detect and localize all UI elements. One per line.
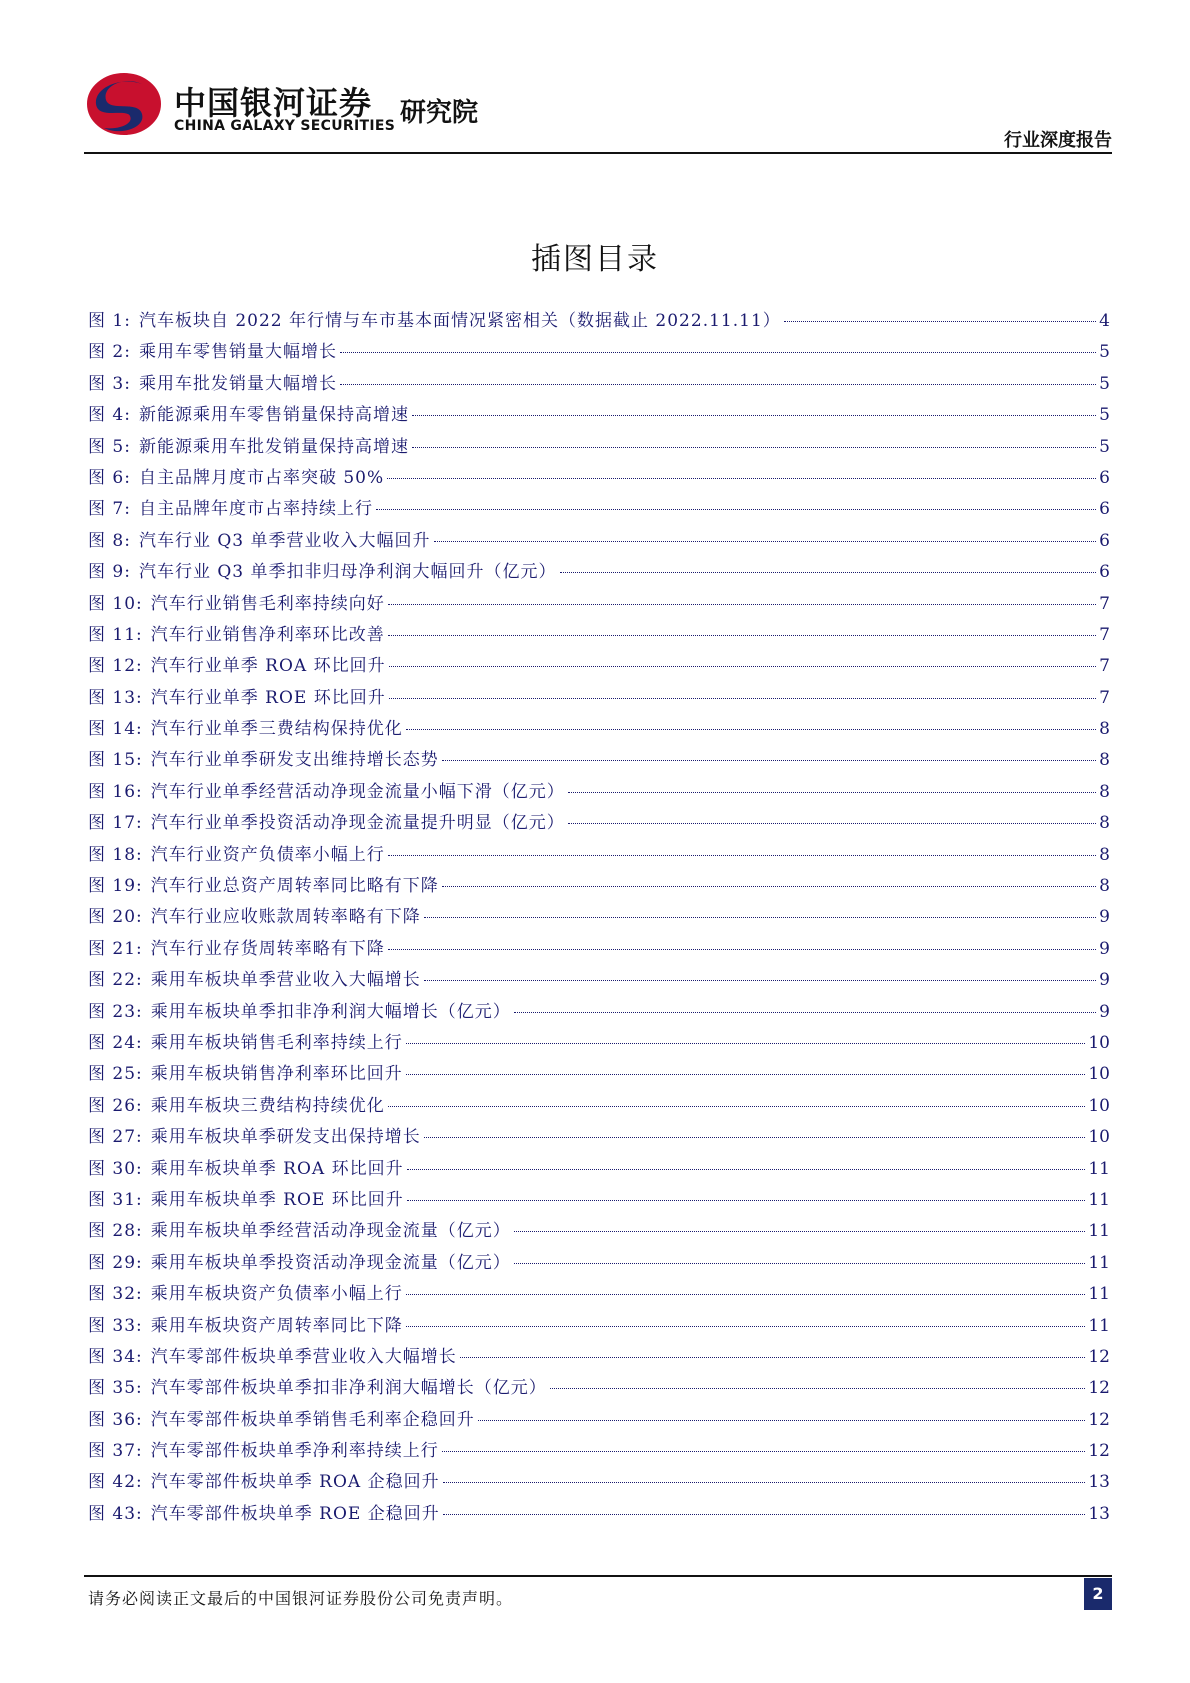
toc-entry-page: 12: [1088, 1346, 1110, 1367]
toc-dot-leader: [406, 1326, 1086, 1327]
toc-entry[interactable]: [88, 337, 1110, 368]
toc-entry-title: 汽车行业资产负债率小幅上行: [150, 844, 385, 865]
toc-entry-page: 13: [1088, 1503, 1110, 1524]
toc-entry-label: 图 23:: [88, 1001, 143, 1022]
toc-entry-title: 汽车行业销售毛利率持续向好: [150, 593, 385, 614]
toc-entry[interactable]: [88, 557, 1110, 588]
toc-entry[interactable]: [88, 1216, 1110, 1247]
toc-entry-page: 8: [1099, 876, 1110, 897]
toc-entry-page: 11: [1088, 1284, 1110, 1305]
toc-entry-label: 图 4:: [88, 405, 131, 426]
toc-entry-label: 图 9:: [88, 562, 131, 583]
toc-entry[interactable]: [88, 714, 1110, 745]
toc-entry-page: 6: [1099, 562, 1110, 583]
toc-dot-leader: [424, 917, 1096, 918]
toc-entry-label: 图 24:: [88, 1032, 143, 1053]
toc-dot-leader: [784, 321, 1096, 322]
toc-dot-leader: [376, 509, 1096, 510]
toc-entry-page: 8: [1099, 750, 1110, 771]
page-header: [84, 66, 1112, 156]
toc-entry-page: 11: [1088, 1189, 1110, 1210]
toc-entry-title: 乘用车板块单季营业收入大幅增长: [150, 970, 421, 991]
toc-entry-page: 6: [1099, 499, 1110, 520]
toc-entry[interactable]: [88, 840, 1110, 871]
toc-dot-leader: [388, 635, 1096, 636]
toc-entry[interactable]: [88, 1248, 1110, 1279]
toc-dot-leader: [388, 604, 1096, 605]
toc-entry-title: 乘用车板块单季研发支出保持增长: [150, 1127, 421, 1148]
toc-entry[interactable]: [88, 1028, 1110, 1059]
toc-dot-leader: [407, 1200, 1086, 1201]
toc-dot-leader: [388, 949, 1096, 950]
toc-entry[interactable]: [88, 745, 1110, 776]
toc-entry-title: 汽车行业 Q3 单季营业收入大幅回升: [138, 530, 431, 551]
toc-entry[interactable]: [88, 1279, 1110, 1310]
toc-dot-leader: [442, 760, 1096, 761]
disclaimer-text: 请务必阅读正文最后的中国银河证券股份公司免责声明。: [88, 1589, 514, 1608]
header-divider: [84, 152, 1112, 154]
toc-entry-page: 12: [1088, 1441, 1110, 1462]
toc-entry-title: 汽车零部件板块单季 ROE 企稳回升: [150, 1503, 440, 1524]
toc-entry[interactable]: [88, 1405, 1110, 1436]
toc-entry[interactable]: [88, 1499, 1110, 1530]
toc-dot-leader: [434, 541, 1097, 542]
toc-entry[interactable]: [88, 369, 1110, 400]
toc-entry-label: 图 29:: [88, 1252, 143, 1273]
toc-entry-title: 汽车行业单季 ROA 环比回升: [150, 656, 386, 677]
toc-entry-title: 乘用车板块销售净利率环比回升: [150, 1064, 403, 1085]
toc-entry[interactable]: [88, 934, 1110, 965]
toc-entry-page: 8: [1099, 844, 1110, 865]
toc-entry[interactable]: [88, 526, 1110, 557]
toc-dot-leader: [340, 352, 1096, 353]
toc-dot-leader: [388, 855, 1096, 856]
page-number-badge: 2: [1084, 1578, 1112, 1610]
report-type: 行业深度报告: [1004, 130, 1112, 151]
toc-entry-title: 乘用车板块资产负债率小幅上行: [150, 1284, 403, 1305]
toc-entry[interactable]: [88, 1185, 1110, 1216]
toc-entry-page: 9: [1099, 970, 1110, 991]
toc-entry-title: 乘用车板块单季扣非净利润大幅增长（亿元）: [150, 1001, 511, 1022]
toc-entry[interactable]: [88, 620, 1110, 651]
toc-entry-label: 图 12:: [88, 656, 143, 677]
toc-dot-leader: [387, 478, 1096, 479]
toc-entry-title: 乘用车板块单季投资活动净现金流量（亿元）: [150, 1252, 511, 1273]
toc-entry[interactable]: [88, 494, 1110, 525]
toc-entry-title: 汽车行业存货周转率略有下降: [150, 938, 385, 959]
toc-entry[interactable]: [88, 871, 1110, 902]
toc-entry-title: 汽车零部件板块单季营业收入大幅增长: [150, 1346, 457, 1367]
toc-entry-page: 12: [1088, 1378, 1110, 1399]
toc-entry-page: 8: [1099, 781, 1110, 802]
toc-entry-page: 7: [1099, 656, 1110, 677]
toc-dot-leader: [514, 1012, 1096, 1013]
toc-dot-leader: [406, 1294, 1086, 1295]
toc-entry-title: 新能源乘用车批发销量保持高增速: [138, 436, 409, 457]
toc-entry-title: 自主品牌月度市占率突破 50%: [138, 467, 385, 488]
brand-name-cn: 中国银河证券: [174, 84, 373, 122]
toc-entry-label: 图 30:: [88, 1158, 143, 1179]
toc-entry-label: 图 5:: [88, 436, 131, 457]
toc-entry-title: 汽车行业单季研发支出维持增长态势: [150, 750, 439, 771]
toc-dot-leader: [442, 1451, 1086, 1452]
toc-entry-page: 6: [1099, 467, 1110, 488]
toc-entry[interactable]: [88, 777, 1110, 808]
toc-entry-label: 图 2:: [88, 342, 131, 363]
toc-entry-label: 图 43:: [88, 1503, 143, 1524]
figure-list: [88, 306, 1110, 1530]
toc-entry-label: 图 16:: [88, 781, 143, 802]
toc-entry-label: 图 36:: [88, 1409, 143, 1430]
toc-dot-leader: [568, 792, 1096, 793]
toc-dot-leader: [514, 1263, 1086, 1264]
toc-dot-leader: [424, 1137, 1086, 1138]
toc-entry[interactable]: [88, 965, 1110, 996]
toc-entry-label: 图 34:: [88, 1346, 143, 1367]
toc-entry-title: 乘用车板块单季经营活动净现金流量（亿元）: [150, 1221, 511, 1242]
toc-entry-label: 图 25:: [88, 1064, 143, 1085]
toc-dot-leader: [424, 980, 1096, 981]
toc-dot-leader: [442, 886, 1096, 887]
toc-entry-label: 图 28:: [88, 1221, 143, 1242]
toc-dot-leader: [412, 447, 1096, 448]
toc-entry-page: 5: [1099, 373, 1110, 394]
toc-entry-title: 汽车行业单季投资活动净现金流量提升明显（亿元）: [150, 813, 565, 834]
toc-dot-leader: [478, 1420, 1086, 1421]
toc-entry-label: 图 11:: [88, 624, 143, 645]
toc-entry[interactable]: [88, 1373, 1110, 1404]
brand-name-en: CHINA GALAXY SECURITIES: [174, 118, 396, 134]
toc-entry-page: 7: [1099, 687, 1110, 708]
toc-dot-leader: [406, 1043, 1086, 1044]
toc-dot-leader: [568, 823, 1096, 824]
toc-entry-title: 汽车行业单季三费结构保持优化: [150, 719, 403, 740]
toc-entry-label: 图 21:: [88, 938, 143, 959]
toc-entry-label: 图 42:: [88, 1472, 143, 1493]
toc-entry-title: 乘用车板块单季 ROE 环比回升: [150, 1189, 404, 1210]
toc-dot-leader: [389, 666, 1097, 667]
toc-entry-label: 图 31:: [88, 1189, 143, 1210]
toc-entry-label: 图 32:: [88, 1284, 143, 1305]
toc-dot-leader: [560, 572, 1097, 573]
toc-entry[interactable]: [88, 683, 1110, 714]
toc-entry-label: 图 8:: [88, 530, 131, 551]
toc-entry-label: 图 1:: [88, 311, 131, 331]
toc-entry[interactable]: [88, 1122, 1110, 1153]
toc-entry-page: 10: [1088, 1127, 1110, 1148]
toc-entry[interactable]: [88, 306, 1110, 337]
toc-entry-page: 11: [1088, 1221, 1110, 1242]
toc-entry-page: 11: [1088, 1158, 1110, 1179]
toc-entry-label: 图 19:: [88, 876, 143, 897]
toc-entry-label: 图 15:: [88, 750, 143, 771]
toc-entry-page: 9: [1099, 938, 1110, 959]
toc-entry-page: 8: [1099, 813, 1110, 834]
toc-dot-leader: [406, 1074, 1086, 1075]
toc-entry[interactable]: [88, 400, 1110, 431]
toc-entry-label: 图 22:: [88, 970, 143, 991]
toc-dot-leader: [340, 384, 1096, 385]
toc-entry-label: 图 10:: [88, 593, 143, 614]
toc-entry[interactable]: [88, 808, 1110, 839]
toc-dot-leader: [406, 729, 1096, 730]
institute-name: 研究院: [400, 98, 479, 128]
toc-entry-label: 图 37:: [88, 1441, 143, 1462]
toc-entry-page: 5: [1099, 405, 1110, 426]
toc-entry-page: 10: [1088, 1064, 1110, 1085]
toc-entry-label: 图 33:: [88, 1315, 143, 1336]
toc-entry-page: 12: [1088, 1409, 1110, 1430]
toc-dot-leader: [514, 1231, 1086, 1232]
toc-dot-leader: [550, 1388, 1086, 1389]
toc-entry-label: 图 14:: [88, 719, 143, 740]
toc-entry-label: 图 7:: [88, 499, 131, 520]
toc-entry-label: 图 17:: [88, 813, 143, 834]
toc-entry[interactable]: [88, 902, 1110, 933]
toc-entry[interactable]: [88, 997, 1110, 1028]
toc-dot-leader: [407, 1169, 1086, 1170]
toc-dot-leader: [460, 1357, 1086, 1358]
toc-entry-label: 图 18:: [88, 844, 143, 865]
toc-entry[interactable]: [88, 651, 1110, 682]
toc-entry-page: 8: [1099, 719, 1110, 740]
toc-entry-page: 7: [1099, 624, 1110, 645]
toc-entry-title: 乘用车零售销量大幅增长: [138, 342, 337, 363]
toc-entry-title: 汽车零部件板块单季 ROA 企稳回升: [150, 1472, 440, 1493]
toc-entry-page: 10: [1088, 1032, 1110, 1053]
toc-entry-label: 图 13:: [88, 687, 143, 708]
toc-entry[interactable]: [88, 589, 1110, 620]
toc-entry-title: 汽车行业单季经营活动净现金流量小幅下滑（亿元）: [150, 781, 565, 802]
toc-entry-label: 图 20:: [88, 907, 143, 928]
toc-entry-page: 4: [1099, 311, 1110, 331]
toc-entry-title: 新能源乘用车零售销量保持高增速: [138, 405, 409, 426]
toc-entry-page: 5: [1099, 436, 1110, 457]
toc-entry-label: 图 27:: [88, 1127, 143, 1148]
toc-entry-page: 10: [1088, 1095, 1110, 1116]
toc-entry[interactable]: [88, 1342, 1110, 1373]
toc-entry[interactable]: [88, 1311, 1110, 1342]
toc-entry-title: 汽车行业单季 ROE 环比回升: [150, 687, 386, 708]
toc-entry[interactable]: [88, 463, 1110, 494]
footer-divider: [84, 1575, 1112, 1577]
toc-entry-title: 汽车零部件板块单季净利率持续上行: [150, 1441, 439, 1462]
toc-entry[interactable]: [88, 1059, 1110, 1090]
toc-entry-title: 乘用车板块三费结构持续优化: [150, 1095, 385, 1116]
toc-dot-leader: [443, 1514, 1086, 1515]
toc-entry-title: 乘用车板块销售毛利率持续上行: [150, 1032, 403, 1053]
toc-entry-title: 汽车行业 Q3 单季扣非归母净利润大幅回升（亿元）: [138, 562, 557, 583]
toc-entry-page: 9: [1099, 907, 1110, 928]
china-galaxy-logo-icon: [84, 70, 164, 138]
toc-entry-page: 6: [1099, 530, 1110, 551]
toc-entry-label: 图 3:: [88, 373, 131, 394]
toc-entry-page: 5: [1099, 342, 1110, 363]
toc-entry-page: 7: [1099, 593, 1110, 614]
toc-entry-title: 乘用车板块单季 ROA 环比回升: [150, 1158, 404, 1179]
toc-entry-title: 汽车板块自 2022 年行情与车市基本面情况紧密相关（数据截止 2022.11.11）: [138, 311, 781, 331]
toc-entry[interactable]: [88, 1467, 1110, 1498]
toc-entry-title: 汽车零部件板块单季扣非净利润大幅增长（亿元）: [150, 1378, 547, 1399]
toc-entry-title: 汽车行业应收账款周转率略有下降: [150, 907, 421, 928]
toc-entry-title: 自主品牌年度市占率持续上行: [138, 499, 373, 520]
toc-entry-page: 9: [1099, 1001, 1110, 1022]
toc-dot-leader: [412, 415, 1096, 416]
toc-dot-leader: [389, 698, 1096, 699]
toc-entry[interactable]: [88, 1091, 1110, 1122]
toc-dot-leader: [443, 1482, 1086, 1483]
toc-entry-title: 乘用车批发销量大幅增长: [138, 373, 337, 394]
toc-dot-leader: [388, 1106, 1086, 1107]
toc-entry-page: 11: [1088, 1252, 1110, 1273]
toc-entry-title: 汽车行业销售净利率环比改善: [150, 624, 385, 645]
toc-entry-page: 13: [1088, 1472, 1110, 1493]
page-title: 插图目录: [531, 242, 659, 277]
toc-entry[interactable]: [88, 432, 1110, 463]
toc-entry-page: 11: [1088, 1315, 1110, 1336]
toc-entry-title: 乘用车板块资产周转率同比下降: [150, 1315, 403, 1336]
toc-entry[interactable]: [88, 1154, 1110, 1185]
toc-entry-label: 图 26:: [88, 1095, 143, 1116]
toc-entry-title: 汽车零部件板块单季销售毛利率企稳回升: [150, 1409, 475, 1430]
toc-entry-title: 汽车行业总资产周转率同比略有下降: [150, 876, 439, 897]
toc-entry-label: 图 6:: [88, 467, 131, 488]
toc-entry-label: 图 35:: [88, 1378, 143, 1399]
toc-entry[interactable]: [88, 1436, 1110, 1467]
